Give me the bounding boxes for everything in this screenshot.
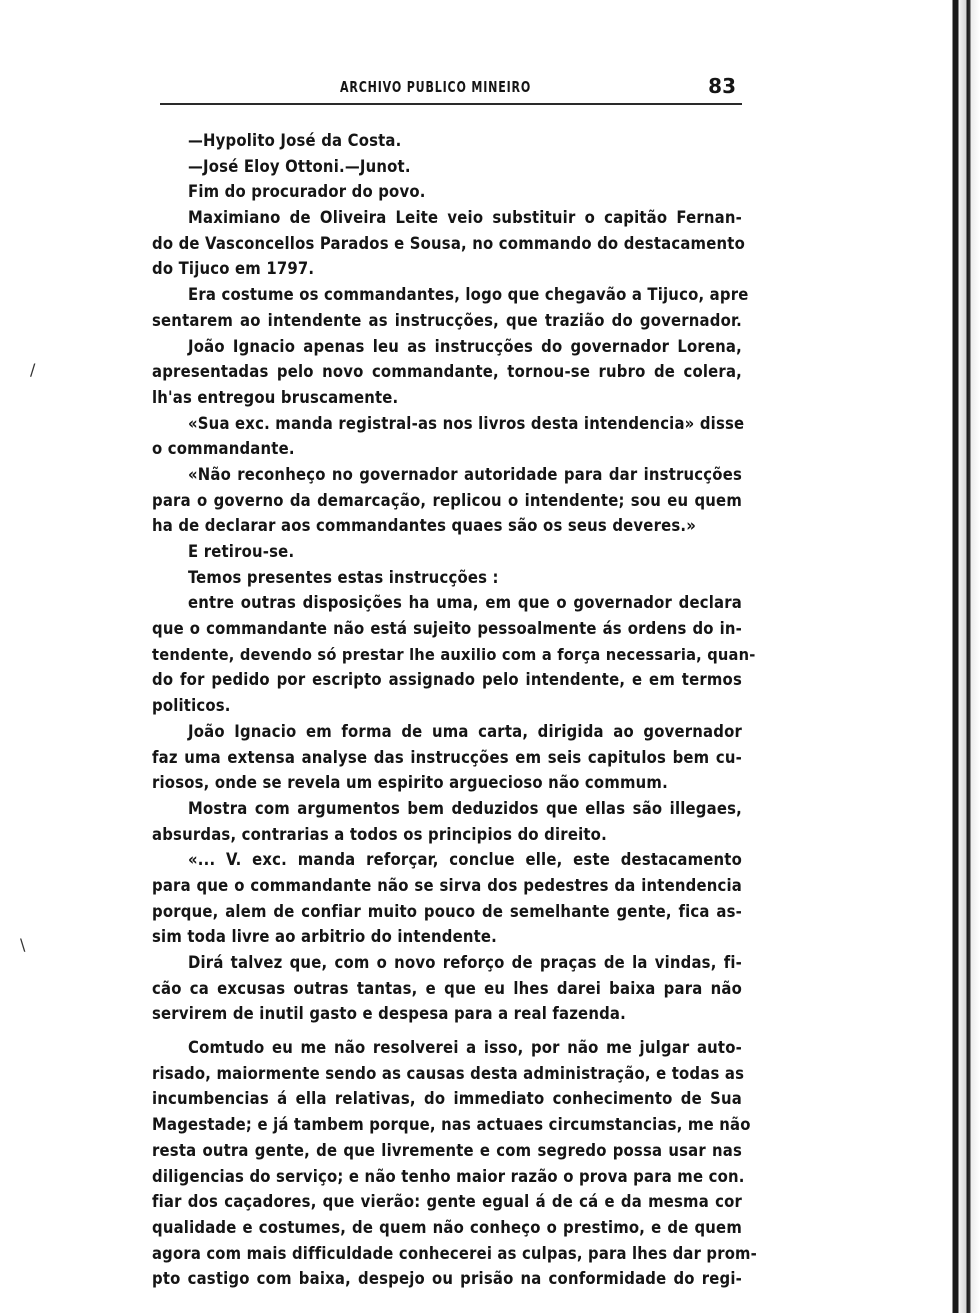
running-head: ARCHIVO PUBLICO MINEIRO	[340, 78, 532, 96]
text-line: resta outra gente, de que livremente e com segredo possa usar nas	[152, 1140, 742, 1160]
text-line: lh'as entregou bruscamente.	[152, 387, 399, 407]
margin-mark: /	[30, 360, 36, 379]
text-line: agora com mais difficuldade conhecerei as culpas, para lhes dar prom-	[152, 1243, 758, 1263]
text-line: Era costume os commandantes, logo que chegavão a Tijuco, apre	[188, 285, 749, 305]
text-line: diligencias do serviço; e não tenho maior razão o prova para me con.	[152, 1166, 745, 1186]
text-line: E retirou-se.	[188, 542, 295, 561]
text-line: faz uma extensa analyse das instrucções em seis capitulos bem cu-	[152, 747, 742, 767]
text-line: Maximiano de Oliveira Leite veio substituir o capitão Fernan-	[188, 208, 742, 228]
text-line: cão ca excusas outras tantas, e que eu lhes darei baixa para não	[152, 978, 742, 998]
text-line: sim toda livre ao arbitrio do intendente.	[152, 927, 498, 947]
text-line: incumbencias á ella relativas, do immediato conhecimento de Sua	[152, 1089, 742, 1109]
text-line: do for pedido por escripto assignado pelo intendente, e em termos	[152, 670, 742, 690]
text-line: —Hypolito José da Costa.	[188, 131, 402, 150]
text-line: João Ignacio em forma de uma carta, dirigida ao governador	[188, 721, 742, 741]
text-line: Dirá talvez que, com o novo reforço de praças de la vindas, fi-	[188, 953, 742, 972]
text-line: servirem de inutil gasto e despesa para a real fazenda.	[152, 1004, 626, 1024]
text-line: pto castigo com baixa, despejo ou prisão na conformidade do regi-	[152, 1269, 742, 1289]
text-line: para o governo da demarcação, replicou o intendente; sou eu quem	[152, 490, 742, 510]
text-line: «Não reconheço no governador autoridade para dar instrucções	[188, 464, 742, 484]
page-header	[150, 74, 742, 102]
text-line: para que o commandante não se sirva dos pedestres da intendencia	[152, 875, 742, 895]
text-line: João Ignacio apenas leu as instrucções do governador Lorena,	[188, 336, 742, 356]
text-line: «Sua exc. manda registral-as nos livros desta intendencia» disse	[188, 413, 745, 433]
text-line: do de Vasconcellos Parados e Sousa, no commando do destacamento	[152, 233, 745, 253]
header-rule	[160, 103, 742, 105]
text-line: Comtudo eu me não resolverei a isso, por não me julgar auto-	[188, 1038, 742, 1058]
text-line: «... V. exc. manda reforçar, conclue elle, este destacamento	[188, 850, 742, 870]
text-line: entre outras disposições ha uma, em que o governador declara	[188, 593, 742, 613]
text-line: que o commandante não está sujeito pessoalmente ás ordens do in-	[152, 619, 742, 639]
text-line: absurdas, contrarias a todos os principios do direito.	[152, 824, 607, 844]
text-line: Temos presentes estas instrucções :	[188, 567, 499, 587]
text-line: qualidade e costumes, de quem não conheço o prestimo, e de quem	[152, 1217, 742, 1237]
text-line: risado, maiormente sendo as causas desta administração, e todas as	[152, 1063, 745, 1083]
paragraph-gap	[152, 1027, 742, 1035]
text-line: o commandante.	[152, 439, 295, 459]
text-line: Magestade; e já tambem porque, nas actuaes circumstancias, me não	[152, 1115, 751, 1135]
text-line: politicos.	[152, 696, 231, 716]
text-line: fiar dos caçadores, que vierão: gente egual á de cá e da mesma cor	[152, 1192, 742, 1212]
margin-mark: \	[20, 935, 26, 954]
text-line: Mostra com argumentos bem deduzidos que ellas são illegaes,	[188, 798, 742, 818]
page-number: 83	[708, 74, 736, 98]
book-spine-edge	[936, 0, 980, 1313]
text-line: Fim do procurador do povo.	[188, 182, 426, 202]
text-line: sentarem ao intendente as instrucções, que trazião do governador.	[152, 310, 742, 330]
body-text	[152, 128, 758, 1292]
text-line: apresentadas pelo novo commandante, tornou-se rubro de colera,	[152, 362, 742, 382]
text-line: riosos, onde se revela um espirito arguecioso não commum.	[152, 773, 668, 793]
text-line: ha de declarar aos commandantes quaes são os seus deveres.»	[152, 516, 697, 536]
text-line: porque, alem de confiar muito pouco de semelhante gente, fica as-	[152, 901, 742, 921]
text-line: tendente, devendo só prestar lhe auxilio com a força necessaria, quan-	[152, 644, 756, 664]
text-line: do Tijuco em 1797.	[152, 259, 315, 279]
text-line: —José Eloy Ottoni.—Junot.	[188, 156, 411, 176]
